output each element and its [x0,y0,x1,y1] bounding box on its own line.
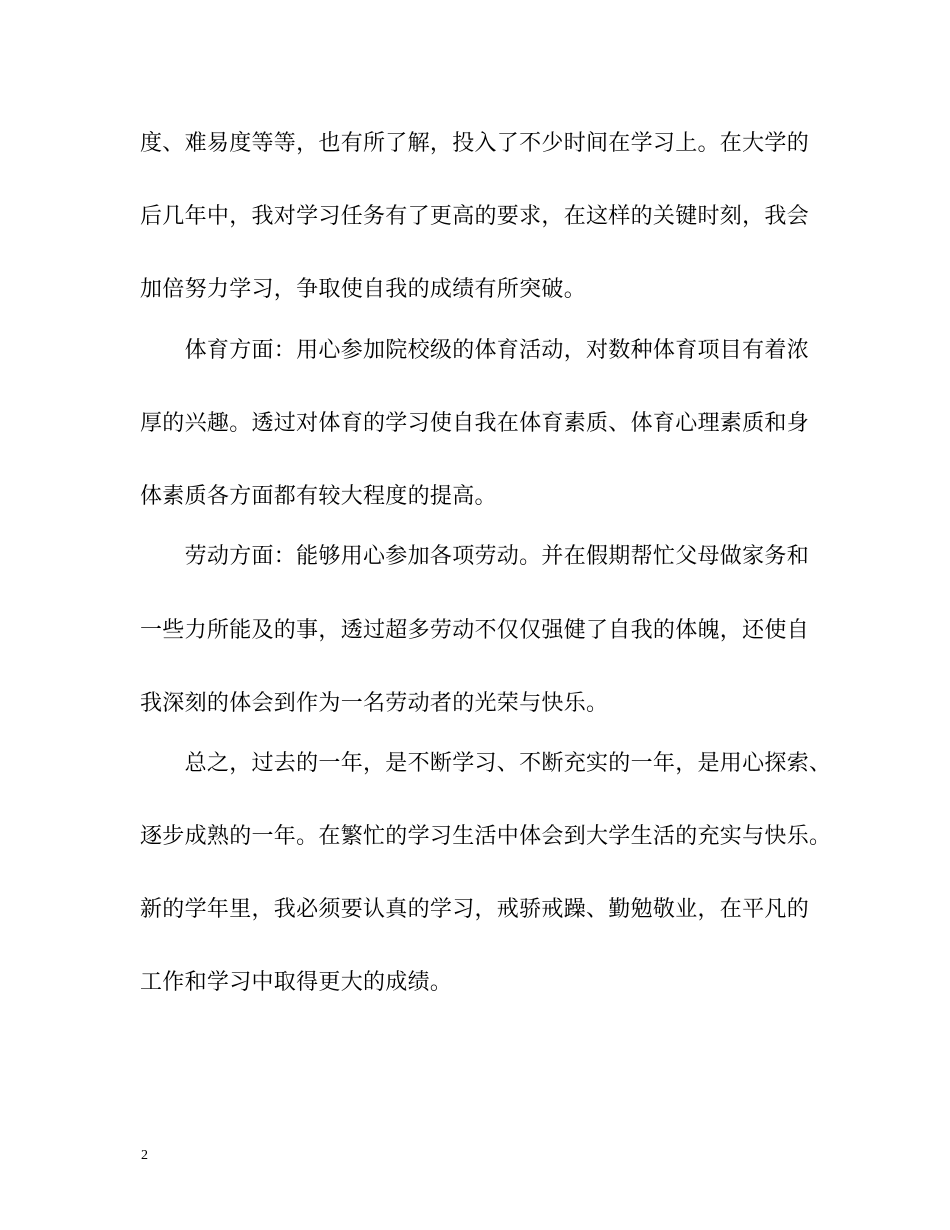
text-line: 新的学年里，我必须要认真的学习，戒骄戒躁、勤勉敬业，在平凡的 [140,897,810,922]
paragraph-start-line: 总之，过去的一年，是不断学习、不断充实的一年，是用心探索、 [140,751,832,776]
text-line: 加倍努力学习，争取使自我的成绩有所突破。 [140,277,587,302]
paragraph-start-line: 劳动方面：能够用心参加各项劳动。并在假期帮忙父母做家务和 [140,544,810,569]
text-line: 后几年中，我对学习任务有了更高的要求，在这样的关键时刻，我会 [140,204,810,229]
text-line: 逐步成熟的一年。在繁忙的学习生活中体会到大学生活的充实与快乐。 [140,824,832,849]
paragraph-start-line: 体育方面：用心参加院校级的体育活动，对数种体育项目有着浓 [140,338,810,363]
page-number: 2 [141,1148,148,1163]
text-line: 我深刻的体会到作为一名劳动者的光荣与快乐。 [140,691,609,716]
text-line: 一些力所能及的事，透过超多劳动不仅仅强健了自我的体魄，还使自 [140,618,810,643]
text-line: 体素质各方面都有较大程度的提高。 [140,484,497,509]
text-line: 度、难易度等等，也有所了解，投入了不少时间在学习上。在大学的 [140,131,810,156]
text-line: 工作和学习中取得更大的成绩。 [140,970,453,995]
text-line: 厚的兴趣。透过对体育的学习使自我在体育素质、体育心理素质和身 [140,411,810,436]
